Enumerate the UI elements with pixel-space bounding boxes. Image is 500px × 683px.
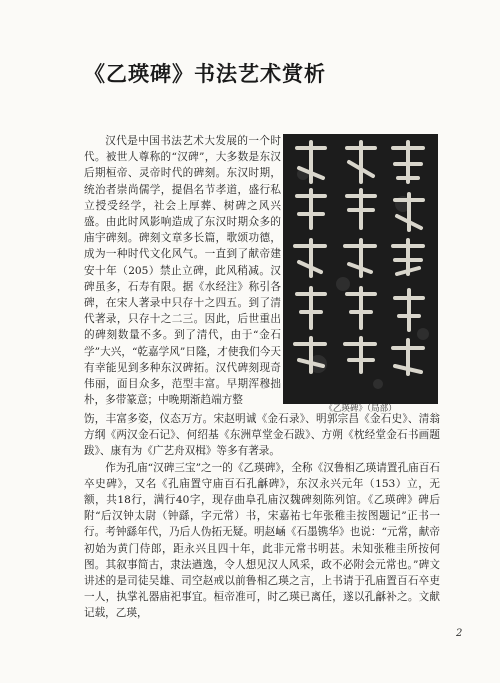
- page-number: 2: [456, 628, 463, 639]
- image-caption: 《乙瑛碑》（局部）: [324, 404, 397, 414]
- stele-rubbing-image: [283, 134, 438, 404]
- paragraph-1-wrapped: 汉代是中国书法艺术大发展的一个时代。被世人尊称的“汉碑”，大多数是东汉后期桓帝、灵帝时代的碑刻。东汉时期，统治者崇尚儒学，提倡名节孝道，盛行私立授受经学，社会上厚葬、树碑之风兴盛。由此时风影响造成了东汉时期众多的庙宇碑刻。碑刻文章多长篇，歌颂功德，成为一种时代文化风气。一直到了献帝建安十年（205）禁止立碑，此风稍减。汉碑虽多，石寿有限。据《水经注》称引各碑，在宋人著录中只存十之四五。到了清代著录，只存十之二三。因此，后世重出的碑刻数量不多。到了清代，由于“金石学”大兴，“乾嘉学风”日隆，才使我们今天有幸能见到多种东汉碑拓。汉代碑刻现奇伟丽，面目众多，范型丰富。早期浑穆拙朴，多带篆意；中晚期渐趋端方整: [84, 135, 281, 407]
- body-full-width: [84, 411, 440, 622]
- paragraph-1-continued: 饬，丰富多姿，仪态万方。宋赵明诚《金石录》、明郭宗昌《金石史》、清翁方纲《两汉金石记》、何绍基《东洲草堂金石跋》、方朔《枕经堂金石书画题跋》、康有为《广艺舟双楫》等多有著录。: [84, 413, 440, 458]
- article-title: 《乙瑛碑》书法艺术赏析: [84, 61, 326, 86]
- paragraph-2: 作为孔庙“汉碑三宝”之一的《乙瑛碑》，全称《汉鲁相乙瑛请置孔庙百石卒史碑》，又名《孔庙置守庙百石孔龢碑》，东汉永兴元年（153）立，无额，共18行，满行40字，现存曲阜孔庙汉魏碑刻陈列馆。《乙瑛碑》碑后附“后汉钟太尉（钟繇，字元常）书，宋嘉祐七年张稚圭按图题记”正书一行。考钟繇年代，乃后人伪拓无疑。明赵崡《石墨镌华》也说：“元常，献帝初始为黄门侍郎，距永兴且四十年，此非元常书明甚。未知张稚圭所按何图。其叙事简古，隶法遒逸，令人想见汉人风采，政不必附会元常也。”碑文讲述的是司徒吴雄、司空赵戒以前鲁相乙瑛之言，上书请于孔庙置百石卒吏一人，执掌礼器庙祀事宜。桓帝准可，时乙瑛已离任，遂以孔龢补之。文献记载，乙瑛，: [84, 461, 440, 620]
